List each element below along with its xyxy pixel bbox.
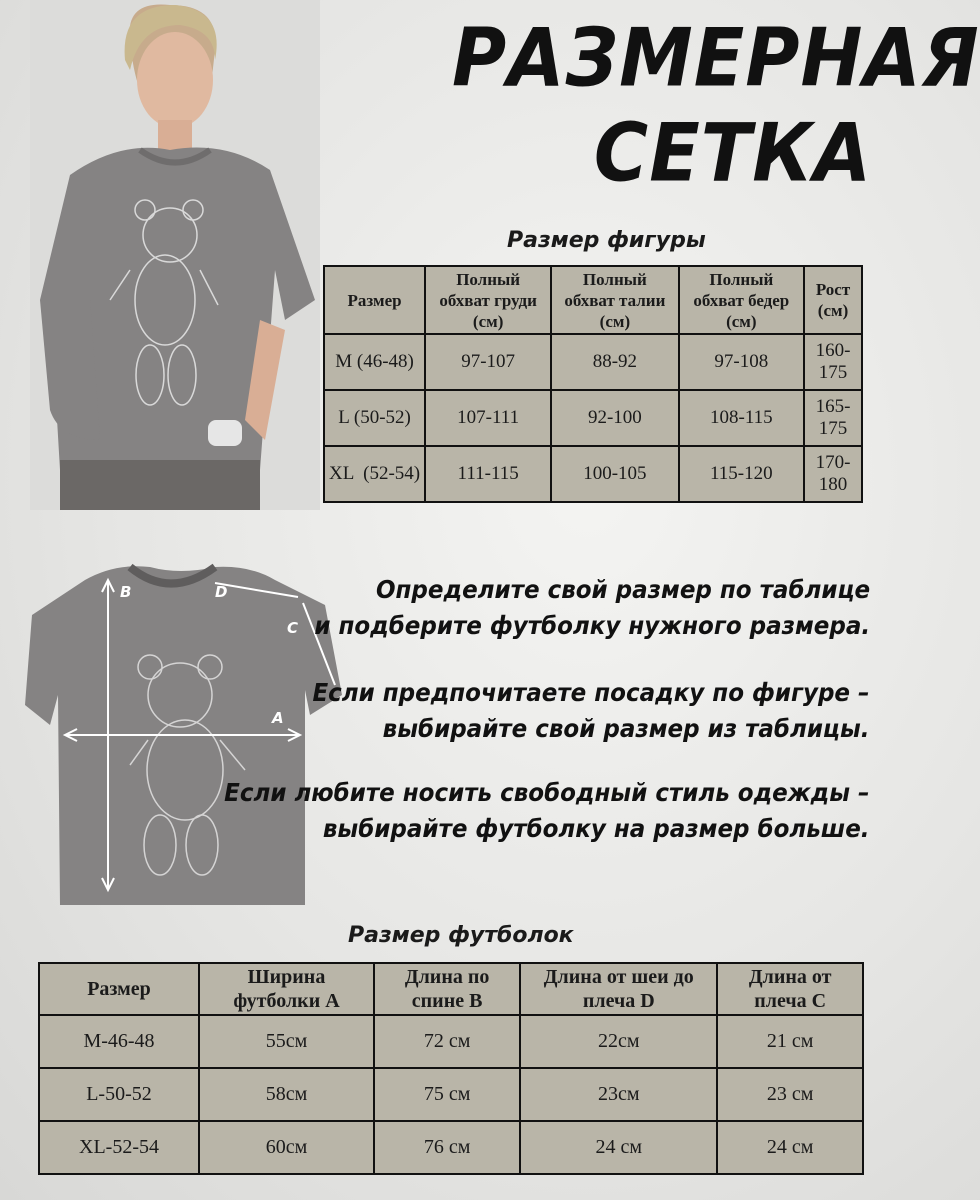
table-cell: 170-180 (804, 446, 862, 502)
table-cell: 58см (199, 1068, 374, 1121)
table-cell: 60см (199, 1121, 374, 1174)
table-cell: 23 см (717, 1068, 863, 1121)
table-cell: 107-111 (425, 390, 551, 446)
title-line-2: СЕТКА (593, 107, 872, 200)
table-header-row (39, 963, 863, 1015)
table-cell: 92-100 (551, 390, 678, 446)
info-line: выбирайте свой размер из таблицы. (383, 714, 870, 743)
table-row (324, 390, 862, 446)
header-cell: Размер (39, 963, 199, 1015)
table-cell: 108-115 (679, 390, 804, 446)
header-cell: Длина от шеи до плеча D (520, 963, 717, 1015)
info-line: Если любите носить свободный стиль одежды – (224, 778, 870, 807)
table-cell: 24 см (717, 1121, 863, 1174)
table-row (39, 1068, 863, 1121)
table-header-row (324, 266, 862, 334)
table-cell: 76 см (374, 1121, 520, 1174)
table-cell: 23см (520, 1068, 717, 1121)
header-cell: Рост (см) (804, 266, 862, 334)
table-cell: XL-52-54 (39, 1121, 199, 1174)
info-paragraph-2 (313, 675, 870, 747)
table-row (324, 334, 862, 390)
header-cell: Полный обхват груди (см) (425, 266, 551, 334)
info-line: выбирайте футболку на размер больше. (323, 814, 870, 843)
table-cell: 160-175 (804, 334, 862, 390)
figure-table-heading: Размер фигуры (507, 228, 706, 253)
label-a: A (272, 709, 284, 727)
table-row (39, 1015, 863, 1068)
header-cell: Полный обхват талии (см) (551, 266, 678, 334)
table-row (39, 1121, 863, 1174)
table-cell: 55см (199, 1015, 374, 1068)
table-cell: 22см (520, 1015, 717, 1068)
tshirt-diagram (20, 555, 345, 915)
table-cell: 88-92 (551, 334, 678, 390)
label-c: C (287, 619, 299, 637)
table-cell: 24 см (520, 1121, 717, 1174)
model-photo (30, 0, 320, 510)
table-row (324, 446, 862, 502)
table-cell: L-50-52 (39, 1068, 199, 1121)
tshirt-table-heading: Размер футболок (348, 923, 574, 948)
info-paragraph-3 (225, 775, 870, 847)
header-cell: Полный обхват бедер (см) (679, 266, 804, 334)
figure-size-table (323, 265, 863, 503)
table-cell: L (50-52) (324, 390, 425, 446)
table-cell: 97-108 (679, 334, 804, 390)
table-cell: M-46-48 (39, 1015, 199, 1068)
header-cell: Длина по спине B (374, 963, 520, 1015)
label-d: D (215, 583, 228, 601)
info-line: и подберите футболку нужного размера. (314, 611, 870, 640)
table-cell: 115-120 (679, 446, 804, 502)
title-line-1: РАЗМЕРНАЯ (452, 12, 980, 105)
page-title (452, 11, 980, 201)
header-cell: Размер (324, 266, 425, 334)
header-cell: Ширина футболки A (199, 963, 374, 1015)
info-line: Определите свой размер по таблице (375, 575, 870, 604)
info-paragraph-1 (314, 572, 870, 644)
table-cell: XL (52-54) (324, 446, 425, 502)
table-cell: 100-105 (551, 446, 678, 502)
table-cell: 21 см (717, 1015, 863, 1068)
info-line: Если предпочитаете посадку по фигуре – (312, 678, 870, 707)
header-cell: Длина от плеча C (717, 963, 863, 1015)
table-cell: 72 см (374, 1015, 520, 1068)
table-cell: 165-175 (804, 390, 862, 446)
table-cell: 75 см (374, 1068, 520, 1121)
table-cell: 111-115 (425, 446, 551, 502)
label-b: B (120, 583, 132, 601)
table-cell: 97-107 (425, 334, 551, 390)
table-cell: M (46-48) (324, 334, 425, 390)
tshirt-size-table (38, 962, 864, 1175)
